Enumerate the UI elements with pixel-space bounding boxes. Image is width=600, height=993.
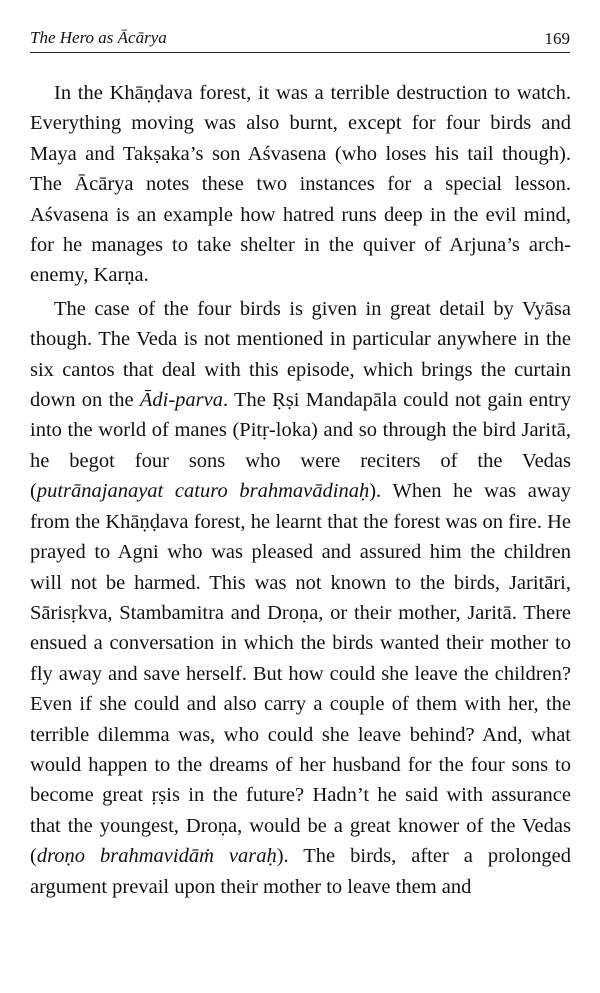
running-head: The Hero as Ācārya (30, 28, 167, 47)
italic-sanskrit-quote: droṇo brahmavidāṁ varaḥ (36, 845, 277, 868)
paragraph-1 (30, 78, 571, 291)
text-span: ). The birds, after a prolonged argument prevail upon their mother to leave them and (30, 845, 571, 898)
italic-term-adi-parva: Ādi-parva (139, 389, 223, 412)
page-header (30, 26, 570, 53)
text-span: ). When he was away from the Khāṇḍava forest, he learnt that the forest was on fire. He prayed to Agni who was pleased and assured him the children will not be harmed. This was not known to the birds, Jaritāri, Sārisṛkva, Stambamitra and Droṇa, or their mother, Jaritā. There ensued a conversation in which the birds wanted their mother to fly away and save herself. But how could she leave the children? Even if she could and also carry a couple of them with her, the terrible dilemma was, who could she leave behind? And, what would happen to the dreams of her husband for the four sons to become great ṛṣis in the future? Hadn’t he said with assurance that the youngest, Droṇa, would be a great knower of the Vedas ( (30, 480, 571, 868)
body-text (30, 78, 571, 902)
paragraph-2 (30, 294, 571, 902)
text-span: The case of the four birds is given in great detail by Vyāsa though. The Veda is not mentioned in particular anywhere in the six cantos that deal with this episode, which brings the curtain down on the (30, 297, 571, 412)
italic-sanskrit-quote: putrānajanayat caturo brahmavādinaḥ (36, 480, 370, 503)
page-number: 169 (544, 29, 570, 48)
text-span: . The Ṛṣi Mandapāla could not gain entry into the world of manes (Pitṛ-loka) and so through the bird Jaritā, he begot four sons who were reciters of the Vedas ( (30, 389, 571, 503)
text-span: In the Khāṇḍava forest, it was a terrible destruction to watch. Everything moving was also burnt, except for four birds and Maya and Takṣaka’s son Aśvasena (who loses his tail though). The Ācārya notes these two instances for a special lesson. Aśvasena is an example how hatred runs deep in the evil mind, for he manages to take shelter in the quiver of Arjuna’s arch-enemy, Karṇa. (30, 82, 571, 287)
